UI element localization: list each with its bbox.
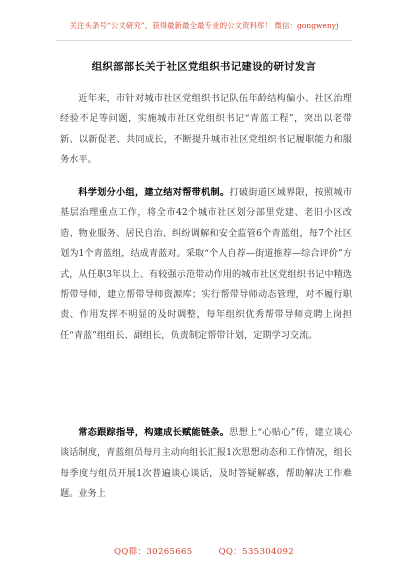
footer-qq-group: QQ群：30265665	[113, 547, 193, 557]
document-title: 组织部部长关于社区党组织书记建设的研讨发言	[91, 61, 317, 73]
paragraph-guidance-heading: 常态跟踪指导，构建成长赋能链条。	[78, 427, 230, 438]
footer-contact	[0, 545, 408, 557]
header-banner: 关注头条号“公文研究”，获得最新最全最专业的公文资料库！ 微信：gongwenyj	[69, 21, 339, 30]
paragraph-grouping-heading: 科学划分小组，建立结对帮带机制。	[78, 187, 230, 198]
paragraph-grouping-text: 打破街道区域界限，按照城市基层治理重点工作，将全市42个城市社区划分部里党建、老旧小区改造、物业服务、居民自治、纠纷调解和安全监管6个青蓝组，每7个社区划为1个青蓝组，结成青蓝对。采取“个人自荐—街道推荐—综合评价”方式，从任职3年以上、有较强示范带动作用的城市社区党组织书记中精选帮带导师，建立帮带导师资源库；实行帮带导师动态管理，对不履行职责、作用发挥不明显的及时调整，每年组织优秀帮带导师竞聘上岗担任“青蓝”组组长、副组长，负责制定帮带计划，定期学习交流。	[60, 187, 353, 341]
paragraph-grouping	[60, 183, 352, 346]
footer-qq: QQ：535304092	[218, 547, 295, 557]
paragraph-guidance	[60, 423, 352, 505]
paragraph-guidance-text: 思想上“心贴心”传，建立谈心谈话制度，青蓝组员每月主动向组长汇报1次思想动态和工作情况，组长每季度与组员开展1次普遍谈心谈话，及时答疑解惑，帮助解决工作难题。业务上	[60, 427, 352, 500]
paragraph-intro	[60, 89, 352, 171]
paragraph-intro-text: 近年来，市针对城市社区党组织书记队伍年龄结构偏小、社区治理经验不足等问题，实施城市社区党组织书记“青蓝工程”，突出以老带新、以新促老、共同成长，不断提升城市社区党组织书记履职能力和服务水平。	[60, 93, 352, 166]
header-divider	[56, 40, 352, 41]
